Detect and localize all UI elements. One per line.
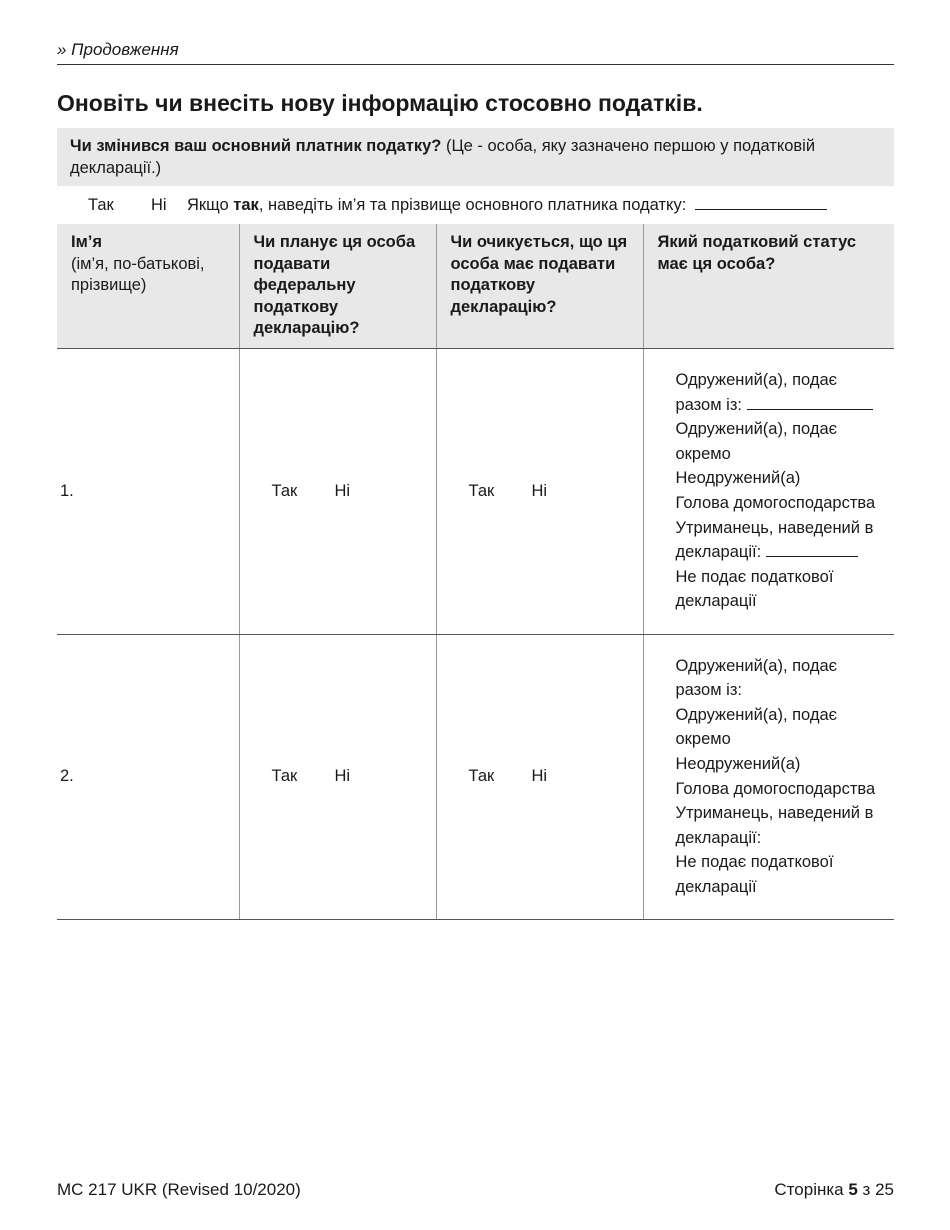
row-number: 1. bbox=[57, 348, 239, 634]
federal-no-option[interactable]: Ні bbox=[334, 767, 351, 785]
expected-no-option[interactable]: Ні bbox=[531, 481, 548, 500]
primary-taxpayer-yes-option[interactable]: Так bbox=[88, 196, 114, 214]
expected-return-options bbox=[436, 348, 643, 634]
header-name-sub: (ім’я, по-батькові, прізвище) bbox=[71, 254, 205, 294]
primary-taxpayer-name-field[interactable] bbox=[695, 195, 827, 210]
question-normal-text: (Це - особа, яку зазначено першою у податковій декларації.) bbox=[70, 137, 816, 177]
status-not-filing[interactable]: Не подає податкової декларації bbox=[675, 853, 834, 896]
page-prefix: Сторінка bbox=[774, 1180, 849, 1199]
answer-bold-word: так bbox=[233, 196, 259, 214]
page-current: 5 bbox=[848, 1180, 858, 1199]
row-number: 2. bbox=[57, 634, 239, 919]
primary-taxpayer-no-option[interactable]: Ні bbox=[151, 196, 167, 214]
status-married-separately[interactable]: Одружений(а), подає окремо bbox=[675, 705, 838, 749]
status-dependent[interactable] bbox=[676, 516, 881, 565]
status-married-jointly[interactable]: Одружений(а), подає разом із: bbox=[675, 656, 838, 700]
tax-status-options bbox=[643, 634, 894, 919]
status-single[interactable]: Неодружений(а) bbox=[675, 754, 801, 773]
expected-return-options bbox=[436, 634, 643, 919]
continuation-label: » Продовження bbox=[57, 40, 894, 65]
status-married-jointly[interactable] bbox=[676, 368, 881, 417]
question-box bbox=[57, 128, 894, 186]
status-not-filing[interactable]: Не подає податкової декларації bbox=[675, 567, 834, 611]
page-middle: з bbox=[857, 1180, 876, 1199]
status-dependent[interactable]: Утриманець, наведений в декларації: bbox=[675, 804, 874, 847]
header-federal-return: Чи планує ця особа подавати федеральну податкову декларацію? bbox=[239, 224, 436, 348]
primary-taxpayer-answer bbox=[88, 195, 894, 215]
married-jointly-with-field[interactable] bbox=[747, 395, 873, 410]
table-row bbox=[57, 634, 894, 919]
dependent-of-field[interactable] bbox=[766, 542, 858, 557]
form-id: MC 217 UKR (Revised 10/2020) bbox=[57, 1180, 301, 1199]
table-row bbox=[57, 348, 894, 634]
question-bold-text: Чи змінився ваш основний платник податку? bbox=[70, 137, 442, 155]
status-married-jointly-label: Одружений(а), подає разом із: bbox=[675, 371, 838, 414]
tax-status-options bbox=[643, 348, 894, 634]
header-expected-return: Чи очикується, що ця особа має подавати податкову декларацію? bbox=[436, 224, 643, 348]
federal-no-option[interactable]: Ні bbox=[334, 481, 351, 500]
table-header-row bbox=[57, 224, 894, 348]
header-tax-status: Який податковий статус має ця особа? bbox=[643, 224, 894, 348]
page-total: 25 bbox=[875, 1180, 894, 1199]
status-dependent-label: Утриманець, наведений в декларації: bbox=[675, 518, 874, 562]
expected-yes-option[interactable]: Так bbox=[468, 481, 495, 500]
section-title: Оновіть чи внесіть нову інформацію стосовно податків. bbox=[57, 90, 703, 116]
expected-no-option[interactable]: Ні bbox=[531, 767, 548, 785]
tax-status-table bbox=[57, 224, 894, 920]
federal-return-options bbox=[239, 634, 436, 919]
answer-prefix: Якщо bbox=[187, 196, 234, 214]
federal-yes-option[interactable]: Так bbox=[271, 481, 298, 500]
header-name bbox=[57, 224, 239, 348]
expected-yes-option[interactable]: Так bbox=[468, 767, 495, 785]
answer-suffix: , наведіть ім’я та прізвище основного платника податку: bbox=[258, 196, 687, 214]
header-name-bold: Ім’я bbox=[71, 233, 103, 251]
status-married-separately[interactable]: Одружений(а), подає окремо bbox=[675, 420, 838, 463]
federal-return-options bbox=[239, 348, 436, 634]
status-single[interactable]: Неодружений(а) bbox=[675, 469, 801, 488]
status-head-of-household[interactable]: Голова домогосподарства bbox=[675, 494, 876, 512]
page-number bbox=[774, 1180, 894, 1200]
status-head-of-household[interactable]: Голова домогосподарства bbox=[675, 779, 876, 798]
federal-yes-option[interactable]: Так bbox=[271, 767, 298, 785]
